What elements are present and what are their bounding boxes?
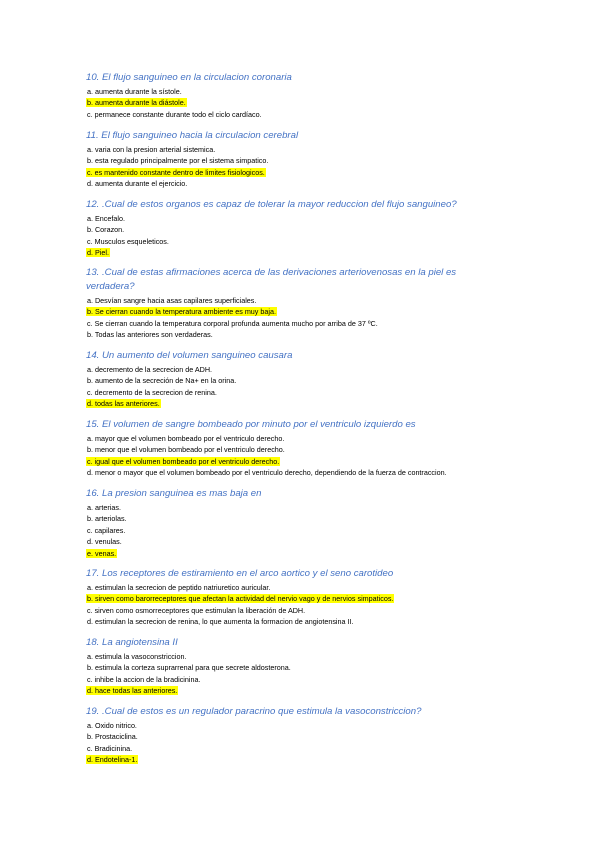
question-title: 16. La presion sanguinea es mas baja en [86, 488, 262, 499]
option-text: d. hace todas las anteriores. [87, 686, 178, 696]
option-text: d. venulas. [87, 537, 122, 547]
question-title: 19. .Cual de estos es un regulador paracrino que estimula la vasoconstriccion? [86, 706, 422, 717]
option-list [86, 651, 516, 697]
answer-option [86, 536, 516, 547]
option-list [86, 295, 516, 341]
answer-option [86, 375, 516, 386]
option-text: c. capilares. [87, 525, 126, 535]
option-text: d. aumenta durante el ejercicio. [87, 179, 188, 189]
option-text: c. decremento de la secrecion de renina. [87, 387, 217, 397]
answer-option [86, 155, 516, 166]
question-18 [86, 636, 516, 697]
option-text: c. inhibe la accion de la bradicinina. [87, 674, 201, 684]
option-text: a. aumenta durante la sístole. [87, 87, 182, 96]
option-list [86, 502, 516, 559]
answer-option-highlighted [86, 456, 516, 467]
question-19 [86, 705, 516, 766]
answer-option [86, 525, 516, 536]
option-list [86, 582, 516, 628]
option-text: a. arterias. [87, 503, 121, 512]
option-text: e. venas. [87, 548, 117, 558]
option-text: b. Todas las anteriores son verdaderas. [87, 330, 213, 340]
option-text: b. sirven como barorreceptores que afectan la actividad del nervio vago y de nervios simpaticos. [87, 594, 394, 604]
answer-option [86, 364, 516, 375]
answer-option-highlighted [86, 167, 516, 178]
question-14 [86, 349, 516, 410]
answer-option [86, 144, 516, 155]
option-list [86, 720, 516, 766]
option-text: b. Prostaciclina. [87, 732, 138, 742]
answer-option [86, 433, 516, 444]
answer-option [86, 605, 516, 616]
option-text: a. decremento de la secrecion de ADH. [87, 365, 213, 374]
option-text: a. Oxido nitrico. [87, 721, 137, 730]
option-text: d. todas las anteriores. [87, 399, 160, 409]
option-list [86, 433, 516, 479]
option-text: d. Piel. [87, 248, 109, 258]
option-text: c. Bradicinina. [87, 743, 133, 753]
answer-option-highlighted [86, 754, 516, 765]
option-text: a. Encefalo. [87, 214, 125, 223]
answer-option [86, 387, 516, 398]
answer-option [86, 674, 516, 685]
question-13 [86, 266, 516, 341]
question-title: 17. Los receptores de estiramiento en el arco aortico y el seno carotideo [86, 568, 394, 579]
option-text: c. Se cierran cuando la temperatura corporal profunda aumenta mucho por arriba de 37 ºC. [87, 318, 378, 328]
answer-option [86, 178, 516, 189]
answer-option [86, 109, 516, 120]
answer-option-highlighted [86, 593, 516, 604]
option-text: c. sirven como osmorreceptores que estimulan la liberación de ADH. [87, 605, 306, 615]
option-text: b. Se cierran cuando la temperatura ambiente es muy baja. [87, 307, 276, 317]
option-text: b. menor que el volumen bombeado por el ventriculo derecho. [87, 445, 285, 455]
answer-option [86, 86, 516, 97]
answer-option [86, 513, 516, 524]
answer-option [86, 444, 516, 455]
option-list [86, 213, 516, 259]
option-text: c. permanece constante durante todo el ciclo cardíaco. [87, 109, 262, 119]
question-title: 11. El flujo sanguineo hacia la circulacion cerebral [86, 130, 299, 141]
option-text: c. igual que el volumen bombeado por el ventriculo derecho. [87, 456, 280, 466]
answer-option [86, 502, 516, 513]
answer-option [86, 582, 516, 593]
answer-option [86, 224, 516, 235]
answer-option-highlighted [86, 548, 516, 559]
option-list [86, 364, 516, 410]
option-text: b. estimula la corteza suprarrenal para que secrete aldosterona. [87, 663, 291, 673]
question-title: 13. .Cual de estas afirmaciones acerca de las derivaciones arteriovenosas en la piel es verdadera? [86, 267, 457, 292]
option-text: b. arteriolas. [87, 514, 127, 524]
answer-option-highlighted [86, 398, 516, 409]
answer-option [86, 651, 516, 662]
option-text: c. es mantenido constante dentro de limites fisiologicos. [87, 167, 265, 177]
answer-option-highlighted [86, 306, 516, 317]
option-text: b. aumento de la secreción de Na+ en la orina. [87, 376, 237, 386]
option-text: a. mayor que el volumen bombeado por el ventriculo derecho. [87, 434, 285, 443]
option-text: b. Corazon. [87, 225, 125, 235]
option-text: a. varia con la presion arterial sistemica. [87, 145, 216, 154]
option-text: b. esta regulado principalmente por el sistema simpatico. [87, 156, 269, 166]
option-list [86, 86, 516, 120]
option-text: d. estimulan la secrecion de renina, lo que aumenta la formacion de angiotensina II. [87, 617, 354, 627]
question-15 [86, 418, 516, 479]
option-text: a. Desvían sangre hacia asas capilares superficiales. [87, 296, 257, 305]
answer-option-highlighted [86, 247, 516, 258]
answer-option [86, 236, 516, 247]
question-title: 12. .Cual de estos organos es capaz de tolerar la mayor reduccion del flujo sanguineo? [86, 199, 457, 210]
answer-option-highlighted [86, 97, 516, 108]
answer-option [86, 616, 516, 627]
question-17 [86, 567, 516, 628]
answer-option [86, 720, 516, 731]
option-text: a. estimula la vasoconstriccion. [87, 652, 187, 661]
answer-option-highlighted [86, 685, 516, 696]
answer-option [86, 213, 516, 224]
option-text: d. Endotelina-1. [87, 755, 138, 765]
question-16 [86, 487, 516, 559]
option-text: d. menor o mayor que el volumen bombeado por el ventriculo derecho, dependiendo de la fuerza de contraccion. [87, 468, 447, 478]
question-11 [86, 129, 516, 190]
question-title: 14. Un aumento del volumen sanguineo causara [86, 350, 293, 361]
question-title: 10. El flujo sanguineo en la circulacion coronaria [86, 72, 292, 83]
answer-option [86, 662, 516, 673]
option-list [86, 144, 516, 190]
answer-option [86, 731, 516, 742]
answer-option [86, 329, 516, 340]
question-title: 15. El volumen de sangre bombeado por minuto por el ventriculo izquierdo es [86, 419, 416, 430]
answer-option [86, 295, 516, 306]
option-text: a. estimulan la secrecion de peptido natriuretico auricular. [87, 583, 271, 592]
question-12 [86, 198, 516, 259]
question-title: 18. La angiotensina II [86, 637, 178, 648]
option-text: c. Musculos esqueleticos. [87, 236, 169, 246]
option-text: b. aumenta durante la diástole. [87, 98, 186, 108]
answer-option [86, 743, 516, 754]
answer-option [86, 318, 516, 329]
answer-option [86, 467, 516, 478]
question-10 [86, 71, 516, 120]
